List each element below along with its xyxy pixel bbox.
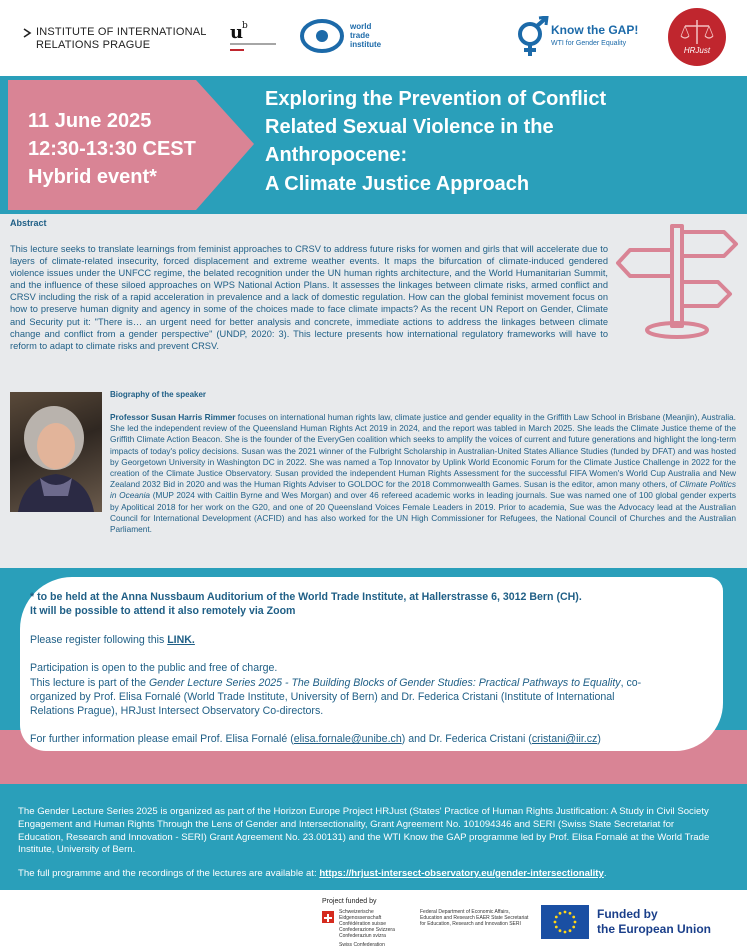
unibern-logo-icon <box>230 18 278 58</box>
iirp-name-line2: RELATIONS PRAGUE <box>36 39 151 51</box>
venue-text: * to be held at the Anna Nussbaum Auditorium of the World Trade Institute, at Hallerstrasse 6, 3012 Bern (CH). <box>30 591 582 603</box>
event-time: 12:30-13:30 CEST <box>28 138 196 160</box>
project-funded-label: Project funded by <box>322 898 377 905</box>
eu-flag-icon <box>541 905 589 939</box>
bio-heading: Biography of the speaker <box>110 390 207 399</box>
title-line-3: Anthropocene: <box>265 144 408 166</box>
speaker-portrait-icon <box>10 392 102 512</box>
series-prefix: This lecture is part of the <box>30 677 149 689</box>
abstract-heading: Abstract <box>10 218 47 228</box>
wti-line1: world <box>350 22 372 31</box>
email-link-fornale[interactable]: elisa.fornale@unibe.ch <box>293 733 402 745</box>
hrjust-logo <box>668 8 726 66</box>
title-line-4: A Climate Justice Approach <box>265 173 530 195</box>
speaker-photo <box>10 392 102 512</box>
register-prefix: Please register following this <box>30 634 168 646</box>
register-link[interactable]: LINK. <box>167 634 195 646</box>
wti-logo-text <box>350 22 381 49</box>
programme-link[interactable]: https://hrjust-intersect-observatory.eu/gender-intersectionality <box>319 868 604 879</box>
bio-text-a: focuses on international human rights law, climate justice and gender equality in the Griffith Law School in Brisbane (Meanjin), Australia. She led the independent review of the Queensland Human Rights Act 2019 in 2024, and the report was tabled in March 2025. She leads the Climate Justice theme of the Griffith Climate Action Beacon. She is the founder of the EveryGen coalition which seeks to amplify the voices of current and future generations and highlight the long-term impacts of today's policy decisions. Susan was the 2021 winner of the Fulbright Scholarship in Australian-United States Alliance Studies (funded by DFAT) and was hosted by Georgetown University in Washington DC in 2022. She was named a Top Innovator by Uplink World Economic Forum for the Climate Justice Challenge in 2022 for the creation of the Climate Justice Observatory. Susan provided the independent Human Rights Assessment for the successful FIFA Women's World Cup Australia and New Zealand 2032 Bid in 2020 and was the Human Rights Adviser to GOLDOC for the 2018 Commonwealth Games. Susan is the editor, amon many others, of <box>110 412 736 490</box>
signpost-icon <box>614 220 740 344</box>
eu-funded-text <box>597 907 711 937</box>
contact-mid: ) and Dr. Federica Cristani ( <box>401 733 532 745</box>
bio-text-b: (MUP 2024 with Caitlin Byrne and Wes Morgan) and over 46 refereed academic works in leading journals. Sue was named one of 100 global gender experts by Apolitical 2018 for her work on the G20, and one of 20 Queensland Voices Female Leaders in 2019. Prior to academia, Sue was the Advocacy lead at the Australian Council for International Development (ACFID) and has also worked for the UN High Commissioner for Refugees, the National Council of Churches and the Australian Parliament. <box>110 490 736 535</box>
wti-line3: institute <box>350 40 382 49</box>
swiss-names: Schweizerische Eidgenossenschaft Confédération suisse Confederazione Svizzera Confederaziun svizra <box>339 909 395 939</box>
speaker-name: Professor Susan Harris Rimmer <box>110 412 236 422</box>
gender-symbol-icon <box>515 16 551 58</box>
event-format: Hybrid event* <box>28 166 157 188</box>
bio-text <box>110 412 736 535</box>
email-link-cristani[interactable]: cristani@iir.cz <box>531 733 598 745</box>
swiss-flag-icon <box>322 911 334 923</box>
federal-department-text: Federal Department of Economic Affairs, Education and Research EAER State Secretariat for Education, Research and Innovation SERI <box>420 909 529 927</box>
register-line <box>30 634 195 646</box>
wti-logo-icon <box>300 18 344 54</box>
swiss-confederation-text <box>339 909 399 948</box>
abstract-text: This lecture seeks to translate learnings from feminist approaches to CRSV to address future risks for women and girls that will accelerate due to layers of climate-related insecurity, forced displacement and extreme weather events. It maps the bifurcation of climate-induced gendered violence issues under the UNFCC regime, the belated recognition under the UN human rights architecture, and the World Humanitarian Summit, and the influence of these siloed approaches on WPS National Action Plans. It assesses the linkages between climate risks, armed conflict and CRSV including the risk of a rapid acceleration in prevalence and a lack of domestic regulation. How can the global feminist movement focus on how to preserve human dignity and agency in some of the choices made to face climate impacts? As the recent UN Report on Gender, Climate and Security put it: "There is… an urgent need for better analysis and concrete, immediate actions to address the linkages between climate change and conflict from a gender perspective" (UNDP, 2020: 3). This lecture presents how international regulatory frameworks will have to reform to adapt to climate risks and prevent CRSV. <box>10 244 608 351</box>
contact-line <box>30 733 601 745</box>
iirp-logo-icon <box>22 27 36 39</box>
programme-line <box>18 868 606 879</box>
footer-text: The Gender Lecture Series 2025 is organized as part of the Horizon Europe Project HRJust (States' Practice of Human Rights Justification: A Study in Civil Society Engagement and Human Rights Through the Lens of Gender and Intersectionality, Grant Agreement No. 101094346 and SERI (Swiss State Secretariat for Education, Research and Innovation - SERI) Grant Agreement No. 23.00131) and the WTI Know the GAP programme led by Prof. Elisa Fornalé at the World Trade Institute, University of Bern. <box>18 806 710 856</box>
series-line-2: organized by Prof. Elisa Fornalé (World Trade Institute, University of Bern) and Dr. Federica Cristani (Institute of International <box>30 691 615 703</box>
programme-prefix: The full programme and the recordings of the lectures are available at: <box>18 868 320 879</box>
eu-line2: the European Union <box>597 922 711 936</box>
swiss-conf: Swiss Confederation <box>339 942 385 948</box>
series-suffix: , co- <box>620 677 642 689</box>
remote-text: It will be possible to attend it also remotely via Zoom <box>30 605 296 617</box>
wti-line2: trade <box>350 31 370 40</box>
title-line-1: Exploring the Prevention of Conflict <box>265 88 607 110</box>
contact-prefix: For further information please email Prof. Elisa Fornalé ( <box>30 733 294 745</box>
iirp-name-line1: INSTITUTE OF INTERNATIONAL <box>36 26 207 38</box>
ktg-subtitle: WTI for Gender Equality <box>551 40 627 47</box>
contact-suffix: ) <box>597 733 601 745</box>
bio-book-title: Climate Politics in Oceania <box>110 479 736 501</box>
svg-text:b: b <box>242 21 248 31</box>
series-line-1 <box>30 677 641 689</box>
swiss-cross-icon <box>322 912 334 924</box>
event-date: 11 June 2025 <box>28 110 152 132</box>
series-line-3: Relations Prague), HRJust Intersect Observatory Co-directors. <box>30 705 324 717</box>
eu-line1: Funded by <box>597 907 658 921</box>
hrjust-text: HRJust <box>683 46 711 55</box>
title-line-2: Related Sexual Violence in the <box>265 116 554 138</box>
eu-stars-icon <box>541 905 589 939</box>
ktg-title: Know the GAP! <box>551 23 639 37</box>
participation-text: Participation is open to the public and free of charge. <box>30 662 278 674</box>
iirp-logo <box>36 26 207 52</box>
svg-text:u: u <box>230 22 244 43</box>
programme-suffix: . <box>603 868 607 879</box>
series-name: Gender Lecture Series 2025 - The Building Blocks of Gender Studies: Practical Pathways to Equality <box>148 677 621 689</box>
scales-icon <box>668 8 726 66</box>
